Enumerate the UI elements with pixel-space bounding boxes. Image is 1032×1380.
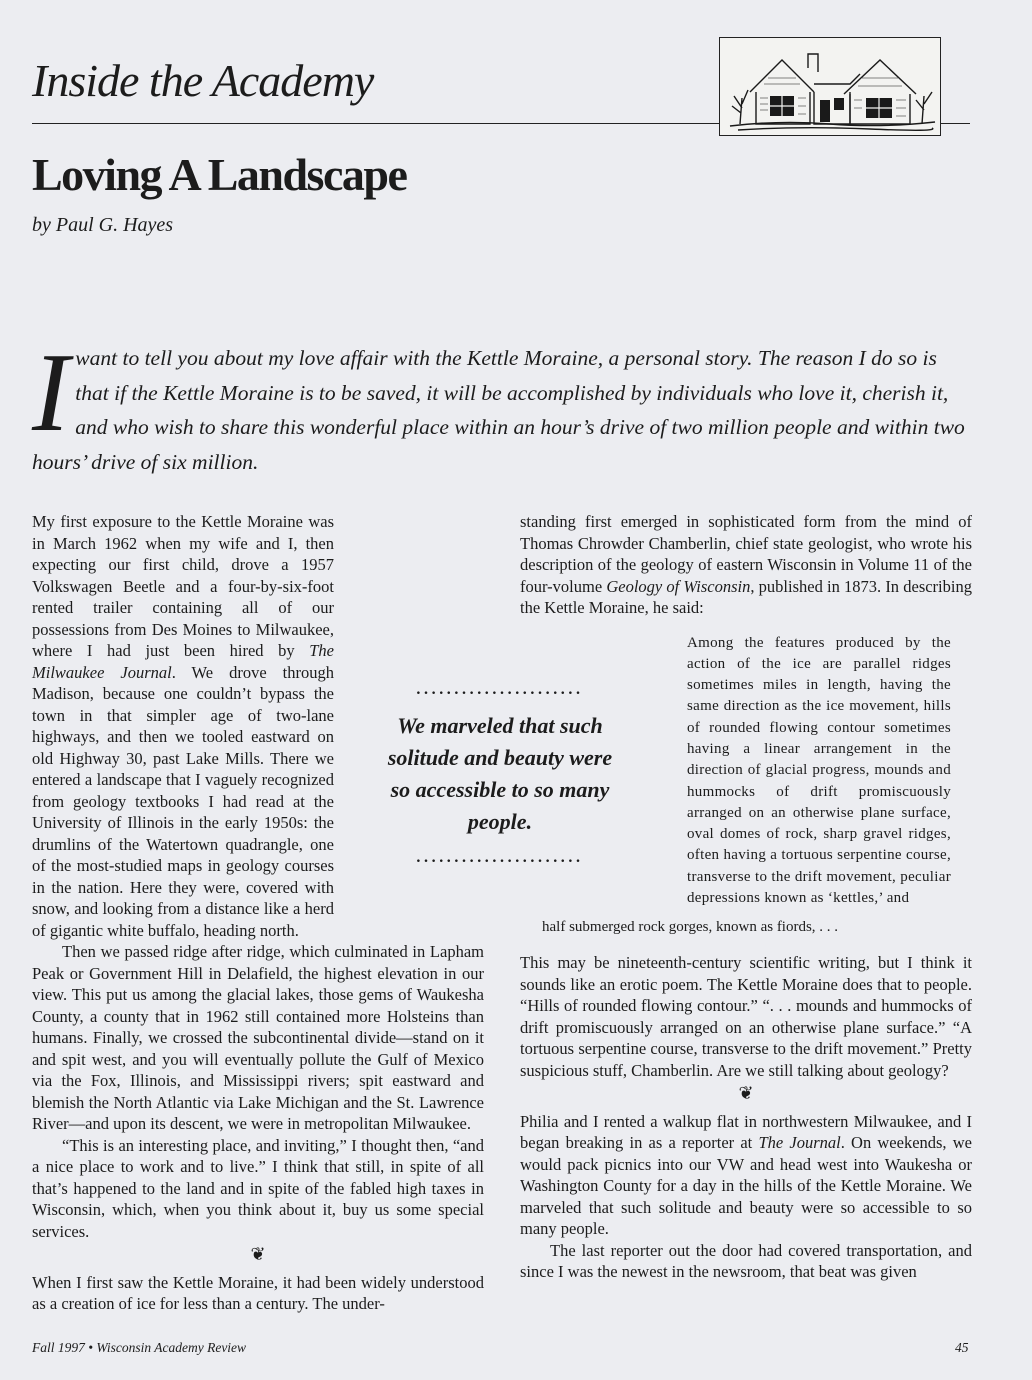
page-number: 45 [955, 1340, 969, 1355]
section-divider-icon: ❦ [250, 1244, 266, 1264]
article-byline: by Paul G. Hayes [32, 214, 174, 236]
body-paragraph: The last reporter out the door had covered transportation, and since I was the newest in the newsroom, that beat was given [520, 1240, 972, 1282]
lede-text: want to tell you about my love affair with the Kettle Moraine, a personal story. The reason I do so is that if the Kettle Moraine is to be saved, it will be accomplished by individuals who love it, cherish it, and who wish to share this wonderful place within an hour’s drive of two million people and within two hours’ drive of six million. [32, 346, 965, 474]
house-icon [720, 38, 940, 135]
drop-cap: I [32, 331, 70, 455]
right-column [520, 511, 972, 1283]
pull-quote-text: We marveled that such solitude and beauty were so accessible to so many people. [387, 713, 613, 834]
body-paragraph: This may be nineteenth-century scientific writing, but I think it sounds like an erotic poem. The Kettle Moraine does that to people. “Hills of rounded flowing contour.” “. . . mounds and hummocks of drift promiscuously arranged on an otherwise plane surface.” “A tortuous serpentine course, transverse to the drift movement.” Pretty suspicious stuff, Chamberlin. Are we still talking about geology? [520, 953, 972, 1080]
body-paragraph: When I first saw the Kettle Moraine, it had been widely understood as a creation of ice for less than a century. The under- [32, 1272, 484, 1313]
block-quote: Among the features produced by the action of the ice are parallel ridges sometimes miles in length, having the same direction as the ice movement, hills of rounded flowing contour sometimes having a linear arrangement in the direction of glacial progress, mounds and hummocks of drift promiscuously arranged on an otherwise plane surface, oval domes of rock, sharp gravel ridges, often having a tortuous serpentine course, transverse to the drift movement, peculiar depressions known as ‘kettles,’ and [687, 634, 951, 907]
body-paragraph: Philia and I rented a walkup flat in northwestern Milwaukee, and I began breaking in as a reporter at The Journal. On weekends, we would pack picnics into our VW and head west into Waukesha or Washington County for a day in the hills of the Kettle Moraine. We marveled that such solitude and beauty were so accessible to so many people. [520, 1111, 972, 1239]
footer-issue: Fall 1997 • Wisconsin Academy Review [32, 1340, 247, 1355]
body-paragraph: Then we passed ridge after ridge, which culminated in Lapham Peak or Government Hill in Delafield, the highest elevation in our view. This put us among the glacial lakes, those gems of Waukesha County, a county that in 1962 still contained more Holsteins than humans. Finally, we crossed the subcontinental divide—stand on it and spit west, and you will eventually pollute the Gulf of Mexico via the Fox, Illinois, and Mississippi rivers; spit eastward and blemish the North Atlantic via Lake Michigan and the St. Lawrence River—and upon its descent, we were in metropolitan Milwaukee. [32, 942, 484, 1133]
body-paragraph: “This is an interesting place, and inviting,” I thought then, “and a nice place to work and to live.” I think that still, in spite of all that’s happened to the land and in spite of the fabled high taxes in Wisconsin, which, when you think about it, buy us some special services. [32, 1135, 484, 1241]
pull-quote-rule: ...................... [416, 849, 584, 866]
article-headline: Loving A Landscape [32, 149, 407, 200]
left-column [32, 511, 484, 1315]
lede-paragraph [32, 331, 972, 479]
section-divider-icon: ❦ [738, 1083, 754, 1104]
body-paragraph: standing first emerged in sophisticated form from the mind of Thomas Chrowder Chamberlin, chief state geologist, who wrote his description of the geology of eastern Wisconsin in Volume 11 of the four-volume Geology of Wisconsin, published in 1873. In describing the Kettle Moraine, he said: [520, 512, 972, 617]
section-title: Inside the Academy [32, 55, 374, 106]
house-illustration [719, 37, 941, 136]
pull-quote-rule: ...................... [416, 681, 584, 698]
body-paragraph: My first exposure to the Kettle Moraine was in March 1962 when my wife and I, then expecting our first child, drove a 1957 Volkswagen Beetle and a four-by-six-foot rented trailer containing all of our possessions from Des Moines to Milwaukee, where I had just been hired by The Milwaukee Journal. We drove through Madison, because one couldn’t bypass the town in that simpler age of two-lane highways, and then we tooled eastward on old Highway 30, past Lake Mills. There we entered a landscape that I vaguely recognized from geology textbooks I had read at the University of Illinois in the early 1950s: the drumlins of the Watertown quadrangle, one of the most-studied maps in geology courses in the nation. Here they were, covered with snow, and looking from a distance like a herd of gigantic white buffalo, heading north. [32, 512, 334, 940]
block-quote-end: half submerged rock gorges, known as fiords, . . . [542, 919, 839, 936]
